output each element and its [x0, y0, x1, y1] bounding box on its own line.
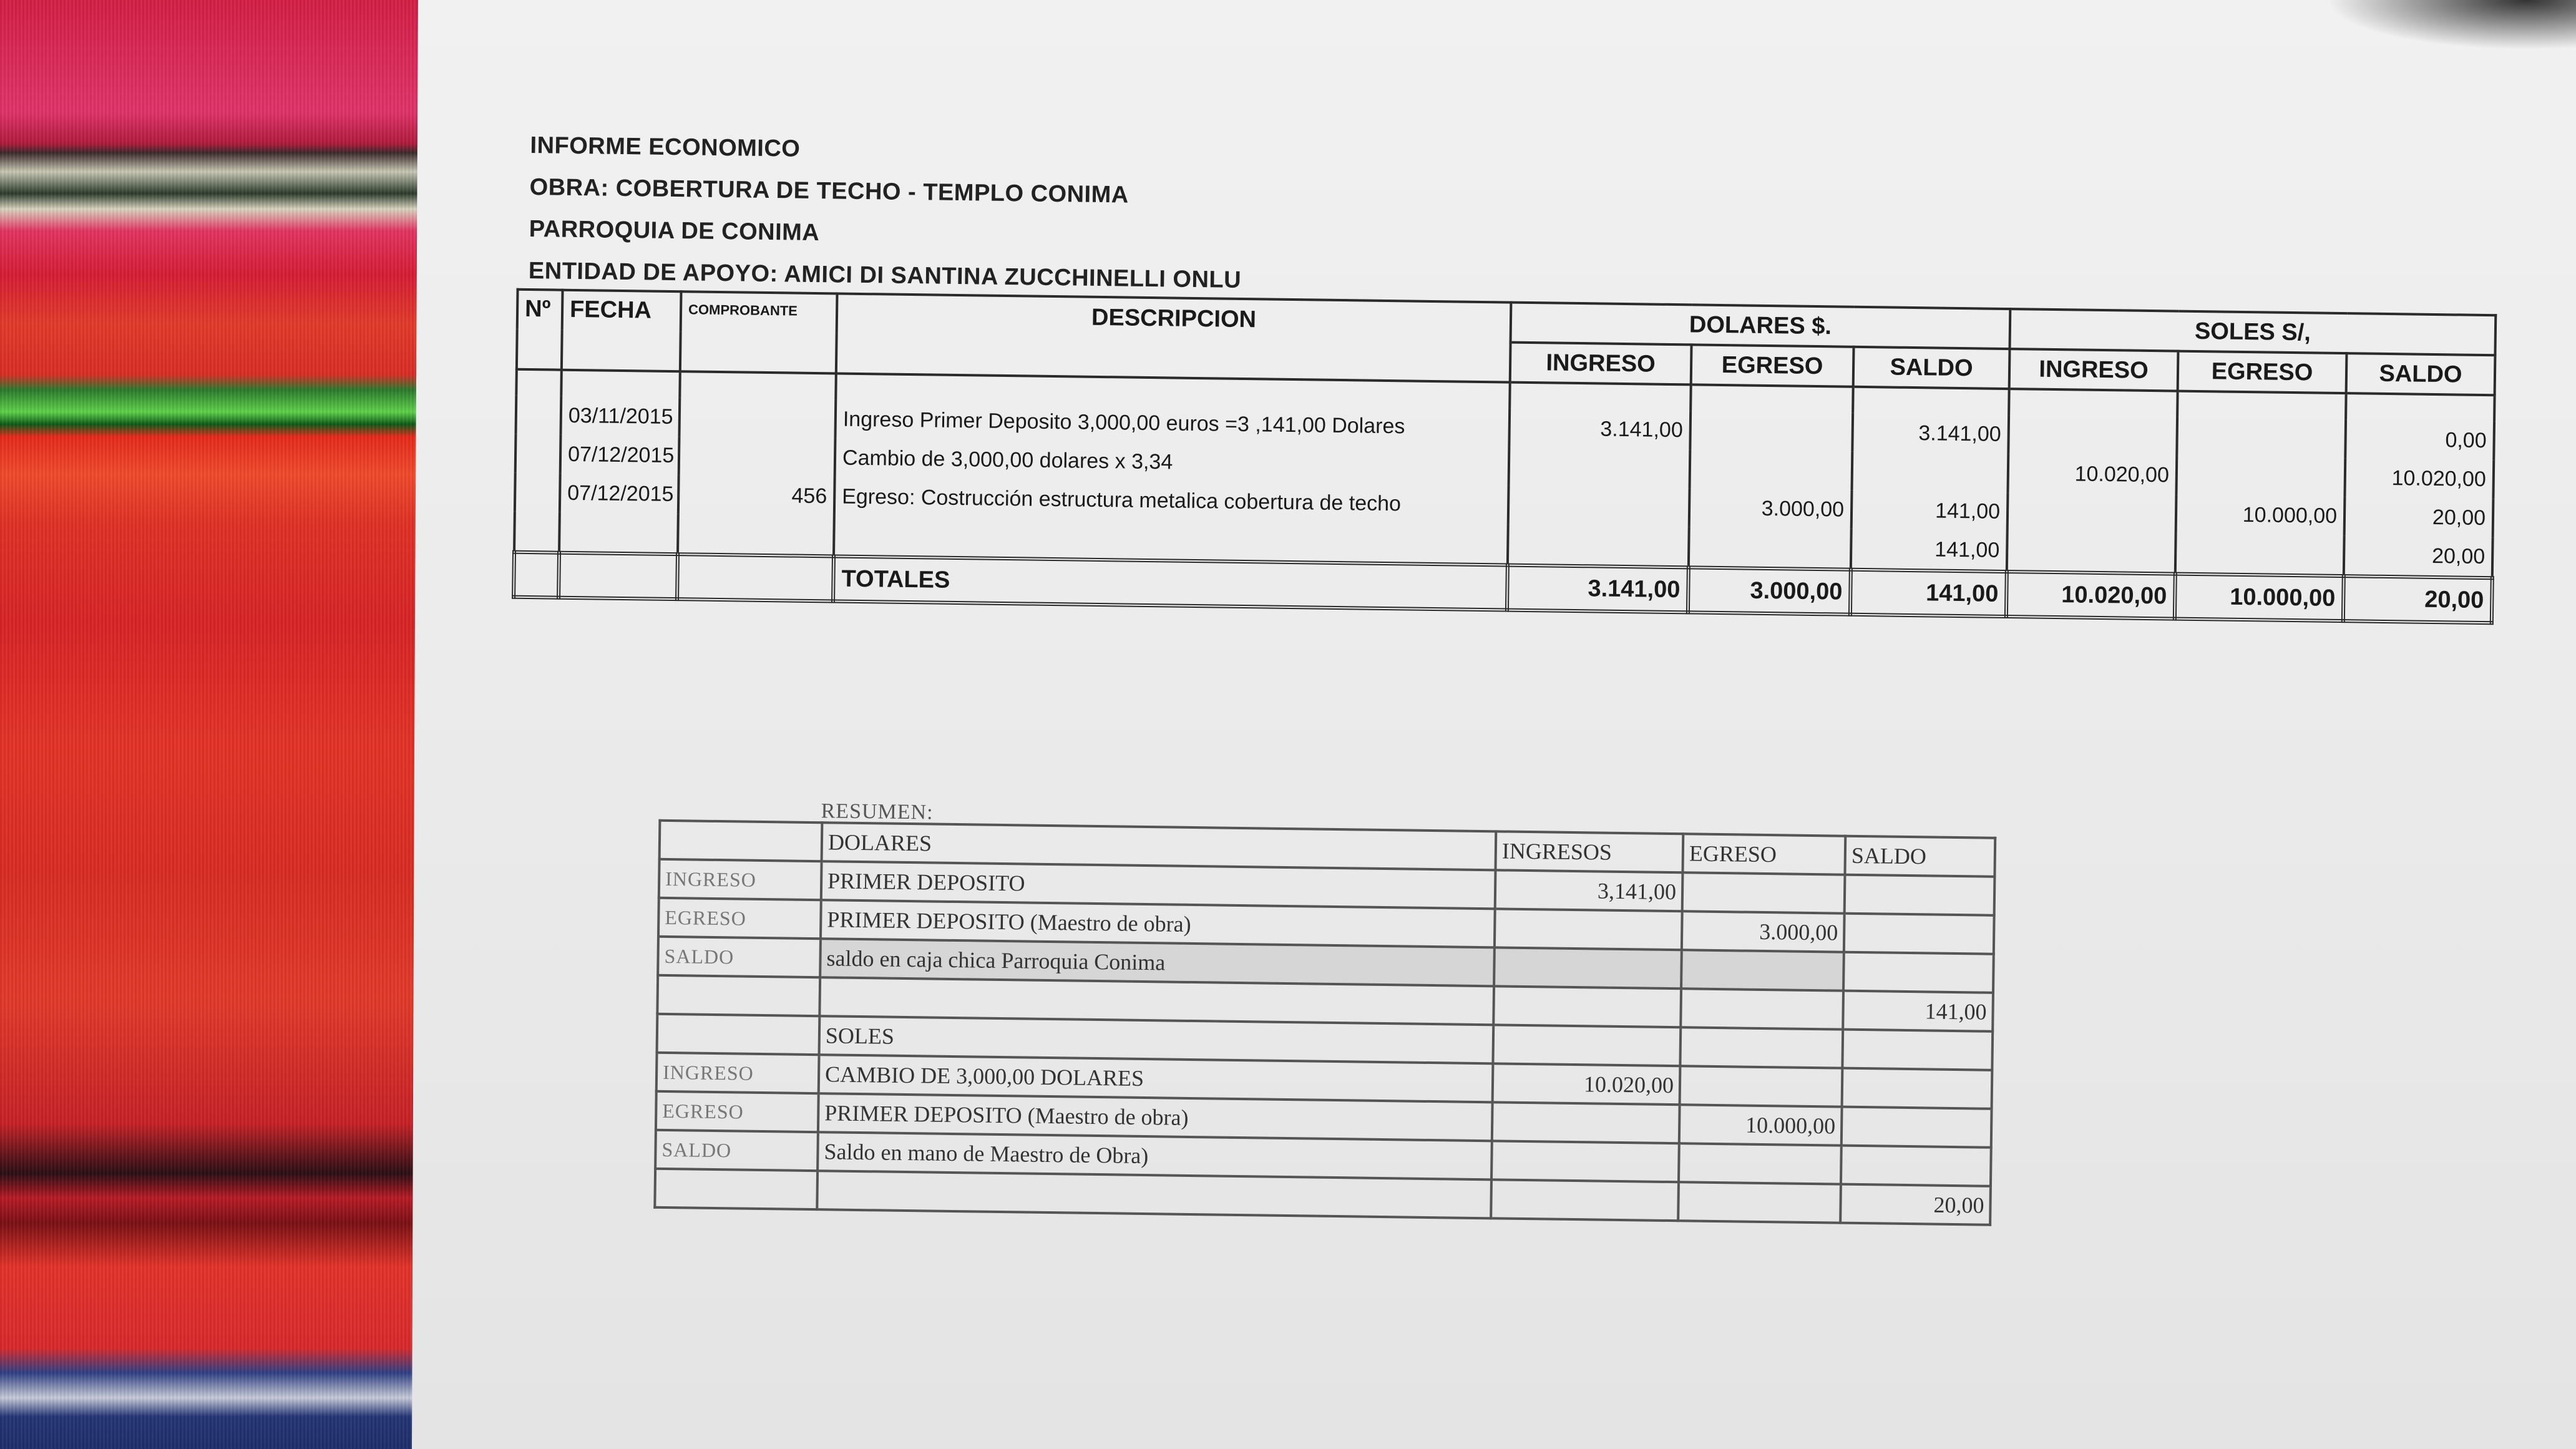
row-egreso	[1681, 950, 1844, 990]
row-type: SALDO	[655, 1130, 818, 1171]
cell-pen-saldo: 10.020,00	[2344, 458, 2494, 499]
cell-usd-ingreso	[1508, 525, 1689, 568]
row-saldo	[1845, 875, 1995, 915]
row-ingresos: 3,141,00	[1495, 870, 1683, 911]
row-type: EGRESO	[658, 898, 821, 939]
cell-usd-saldo: 3.141,00	[1852, 413, 2009, 454]
ledger-table	[512, 288, 2497, 625]
row-ingresos: 10.020,00	[1493, 1063, 1681, 1105]
cell-pen-ingreso	[2008, 415, 2177, 456]
totals-label: TOTALES	[833, 556, 1508, 610]
cell-pen-ingreso	[2007, 531, 2176, 574]
cell-comprobante	[678, 514, 834, 556]
cell-usd-egreso	[1690, 411, 1853, 451]
cell-pen-ingreso	[2008, 492, 2177, 534]
section-soles: SOLES	[819, 1016, 1494, 1063]
row-saldo	[1842, 1107, 1992, 1148]
project-line: OBRA: COBERTURA DE TECHO - TEMPLO CONIMA	[529, 173, 1129, 208]
cell-pen-egreso	[2176, 456, 2345, 497]
cell-comprobante: 456	[678, 475, 835, 515]
total-pen-egreso: 10.000,00	[2175, 574, 2344, 622]
cell-usd-saldo: 141,00	[1852, 490, 2008, 531]
group-header-dolares: DOLARES $.	[1511, 303, 2011, 349]
total-usd-saldo: 141,00	[1850, 570, 2007, 617]
cell-fecha: 07/12/2015	[560, 474, 679, 514]
col-header-pen-egreso: EGRESO	[2178, 351, 2347, 394]
parish-line: PARROQUIA DE CONIMA	[529, 215, 820, 246]
col-header-usd-egreso: EGRESO	[1691, 344, 1854, 386]
row-egreso	[1679, 1143, 1842, 1184]
cell-usd-egreso	[1689, 527, 1852, 569]
col-header-descripcion: DESCRIPCION	[836, 293, 1511, 382]
col-header-fecha: FECHA	[562, 290, 681, 371]
cell-pen-ingreso: 10.020,00	[2008, 454, 2177, 495]
cell-usd-ingreso: 3.141,00	[1509, 409, 1690, 450]
report-title: INFORME ECONOMICO	[530, 132, 801, 162]
cell-fecha: 03/11/2015	[561, 396, 680, 436]
group-header-soles: SOLES S/,	[2010, 309, 2496, 355]
row-concept: PRIMER DEPOSITO (Maestro de obra)	[821, 900, 1495, 947]
col-header-ingresos: INGRESOS	[1495, 831, 1683, 872]
col-header-pen-saldo: SALDO	[2346, 353, 2496, 395]
row-saldo	[1844, 914, 1994, 954]
row-concept: PRIMER DEPOSITO	[821, 861, 1496, 909]
row-type: INGRESO	[656, 1053, 819, 1093]
row-egreso: 3.000,00	[1682, 911, 1845, 952]
row-type: INGRESO	[659, 859, 822, 900]
total-pen-saldo: 20,00	[2343, 576, 2492, 623]
row-concept: CAMBIO DE 3,000,00 DOLARES	[819, 1055, 1493, 1102]
report-header	[528, 125, 2502, 318]
corner-shadow	[2326, 0, 2576, 50]
saldo-total-soles: 20,00	[1840, 1184, 1991, 1225]
report-document	[517, 125, 2502, 1218]
cell-pen-saldo: 20,00	[2344, 497, 2494, 537]
cell-usd-saldo	[1852, 452, 2009, 492]
total-pen-ingreso: 10.020,00	[2006, 572, 2175, 619]
summary-title: RESUMEN:	[821, 799, 934, 824]
row-egreso	[1680, 1066, 1843, 1106]
cell-usd-egreso: 3.000,00	[1689, 488, 1852, 529]
row-ingresos	[1491, 1141, 1679, 1182]
support-entity-line: ENTIDAD DE APOYO: AMICI DI SANTINA ZUCCHINELLI ONLU	[528, 257, 1242, 293]
cell-pen-saldo: 20,00	[2344, 535, 2493, 578]
cell-usd-ingreso	[1508, 486, 1690, 527]
row-concept: saldo en caja chica Parroquia Conima	[820, 939, 1495, 986]
col-header-egreso: EGRESO	[1682, 834, 1845, 874]
summary-table	[653, 819, 1996, 1226]
row-egreso: 10.000,00	[1679, 1105, 1842, 1145]
row-ingresos	[1492, 1102, 1680, 1143]
col-header-no: Nº	[517, 290, 563, 370]
cell-comprobante	[679, 436, 836, 477]
row-concept: PRIMER DEPOSITO (Maestro de obra)	[818, 1093, 1493, 1141]
cell-pen-egreso: 10.000,00	[2176, 495, 2345, 536]
cell-fecha	[559, 512, 678, 554]
row-ingresos	[1494, 947, 1682, 988]
row-type: EGRESO	[656, 1091, 819, 1132]
saldo-total-dolares: 141,00	[1843, 991, 1993, 1032]
col-header-saldo: SALDO	[1845, 836, 1995, 877]
cell-pen-egreso	[2175, 534, 2344, 577]
row-egreso	[1682, 872, 1845, 913]
row-concept: Saldo en mano de Maestro de Obra)	[817, 1132, 1492, 1179]
row-ingresos	[1495, 909, 1682, 950]
row-saldo	[1842, 1068, 1993, 1109]
row-type: SALDO	[658, 937, 821, 977]
row-saldo	[1843, 952, 1994, 993]
textile-background	[0, 0, 437, 1449]
cell-comprobante	[679, 398, 836, 438]
cell-pen-egreso	[2177, 417, 2346, 459]
cell-usd-egreso	[1690, 449, 1853, 490]
col-header-comprobante: COMPROBANTE	[680, 291, 837, 373]
section-dolares: DOLARES	[822, 822, 1496, 870]
cell-descripcion: Cambio de 3,000,00 dolares x 3,34	[835, 438, 1510, 485]
col-header-usd-ingreso: INGRESO	[1510, 343, 1692, 385]
cell-pen-saldo: 0,00	[2345, 419, 2494, 460]
cell-usd-ingreso	[1509, 447, 1690, 489]
cell-descripcion: Ingreso Primer Deposito 3,000,00 euros =3 ,141,00 Dolares	[835, 399, 1510, 447]
row-saldo	[1841, 1146, 1991, 1186]
total-usd-egreso: 3.000,00	[1688, 567, 1851, 614]
col-header-usd-saldo: SALDO	[1853, 347, 2010, 389]
col-header-pen-ingreso: INGRESO	[2009, 349, 2178, 391]
cell-descripcion: Egreso: Costrucción estructura metalica cobertura de techo	[834, 477, 1509, 524]
cell-usd-saldo: 141,00	[1851, 529, 2008, 572]
total-usd-ingreso: 3.141,00	[1507, 565, 1689, 613]
cell-fecha: 07/12/2015	[560, 435, 680, 475]
